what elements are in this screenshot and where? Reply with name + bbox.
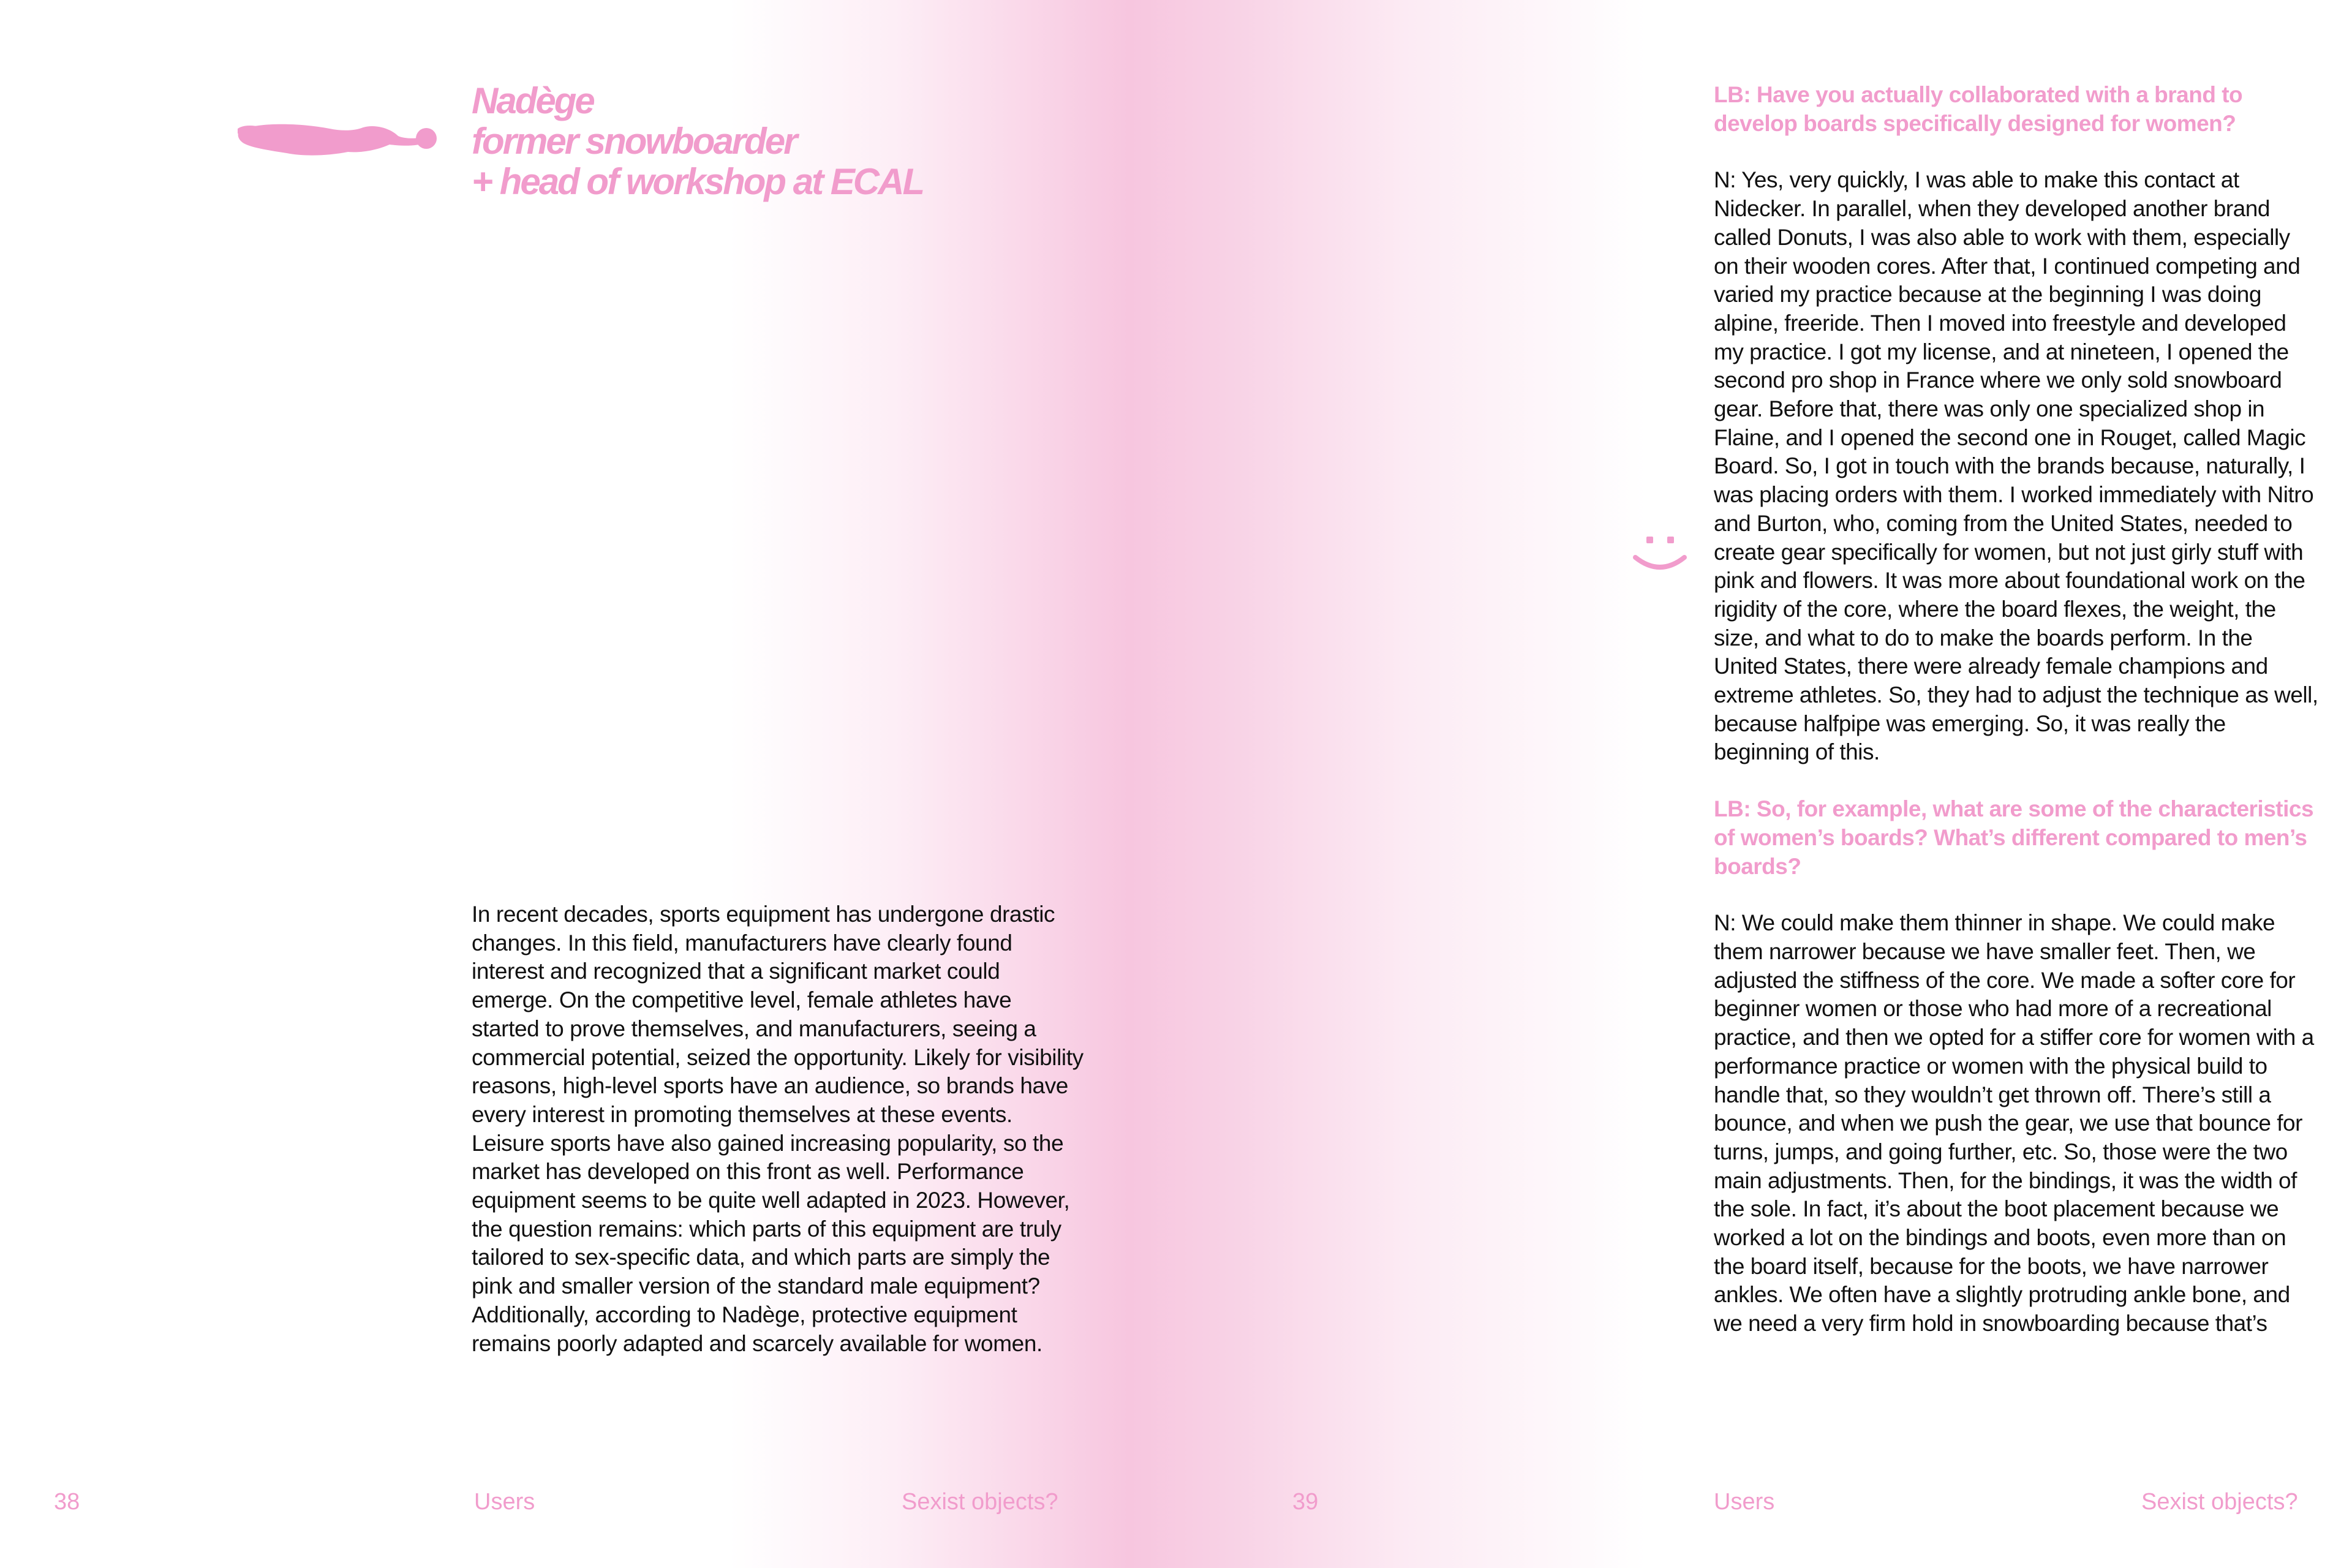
- intro-paragraph: In recent decades, sports equipment has undergone drastic changes. In this field, manufacturers have clearly found interest and recognized that a significant market could emerge. On the competitive level, female athletes have started to prove themselves, and manufacturers, seeing a commercial potential, seized the opportunity. Likely for visibility reasons, high-level sports have an audience, so brands have every interest in promoting themselves at these events. Leisure sports have also gained increasing popularity, so the market has developed on this front as well. Performance equipment seems to be quite well adapted in 2023. However, the question remains: which parts of this equipment are truly tailored to sex-specific data, and which parts are simply the pink and smaller version of the standard male equipment? Additionally, according to Nadège, protective equipment remains poorly adapted and scarcely available for women.: [472, 902, 1084, 1356]
- title-role-2: + head of workshop at ECAL: [472, 161, 924, 202]
- question-2: LB: So, for example, what are some of the characteristics of women’s boards? What’s different compared to men’s boards?: [1714, 796, 2314, 879]
- footer-title-left: Sexist objects?: [902, 1489, 1058, 1515]
- question-1: LB: Have you actually collaborated with a brand to develop boards specifically designed for women?: [1714, 82, 2243, 136]
- page-number-left: 38: [54, 1489, 80, 1515]
- article-title: [472, 81, 1084, 202]
- footer-section-right: Users: [1714, 1489, 1775, 1515]
- interview-column: [1714, 81, 2320, 1338]
- title-name: Nadège: [472, 80, 594, 121]
- footer-section-left: Users: [474, 1489, 535, 1515]
- page-number-right: 39: [1292, 1489, 1319, 1515]
- footer-title-right: Sexist objects?: [2141, 1489, 2298, 1515]
- smiley-icon: [1629, 533, 1691, 576]
- flying-figure-icon: [238, 118, 440, 160]
- answer-2: N: We could make them thinner in shape. We could make them narrower because we have smaller feet. Then, we adjusted the stiffness of the core. We made a softer core for beginner women or those who had more of a recreational practice, and then we opted for a stiffer core for women with a performance practice or women with the physical build to handle that, so they wouldn’t get thrown off. There’s still a bounce, and when we push the gear, we use that bounce for turns, jumps, and going further, etc. So, those were the two main adjustments. Then, for the bindings, it was the width of the sole. In fact, it’s about the boot placement because we worked a lot on the bindings and boots, even more than on the board itself, because for the boots, we have narrower ankles. We often have a slightly protruding ankle bone, and we need a very firm hold in snowboarding because that’s: [1714, 910, 2314, 1336]
- answer-1: N: Yes, very quickly, I was able to make this contact at Nidecker. In parallel, when they developed another brand called Donuts, I was also able to work with them, especially on their wooden cores. After that, I continued competing and varied my practice because at the beginning I was doing alpine, freeride. Then I moved into freestyle and developed my practice. I got my license, and at nineteen, I opened the second pro shop in France where we only sold snowboard gear. Before that, there was only one specialized shop in Flaine, and I opened the second one in Rouget, called Magic Board. So, I got in touch with the brands because, naturally, I was placing orders with them. I worked immediately with Nitro and Burton, who, coming from the United States, needed to create gear specifically for women, but not just girly stuff with pink and flowers. It was more about foundational work on the rigidity of the core, where the board flexes, the weight, the size, and what to do to make the boards perform. In the United States, there were already female champions and extreme athletes. So, they had to adjust the technique as well, because halfpipe was emerging. So, it was really the beginning of this.: [1714, 167, 2318, 765]
- title-role: former snowboarder: [472, 121, 796, 162]
